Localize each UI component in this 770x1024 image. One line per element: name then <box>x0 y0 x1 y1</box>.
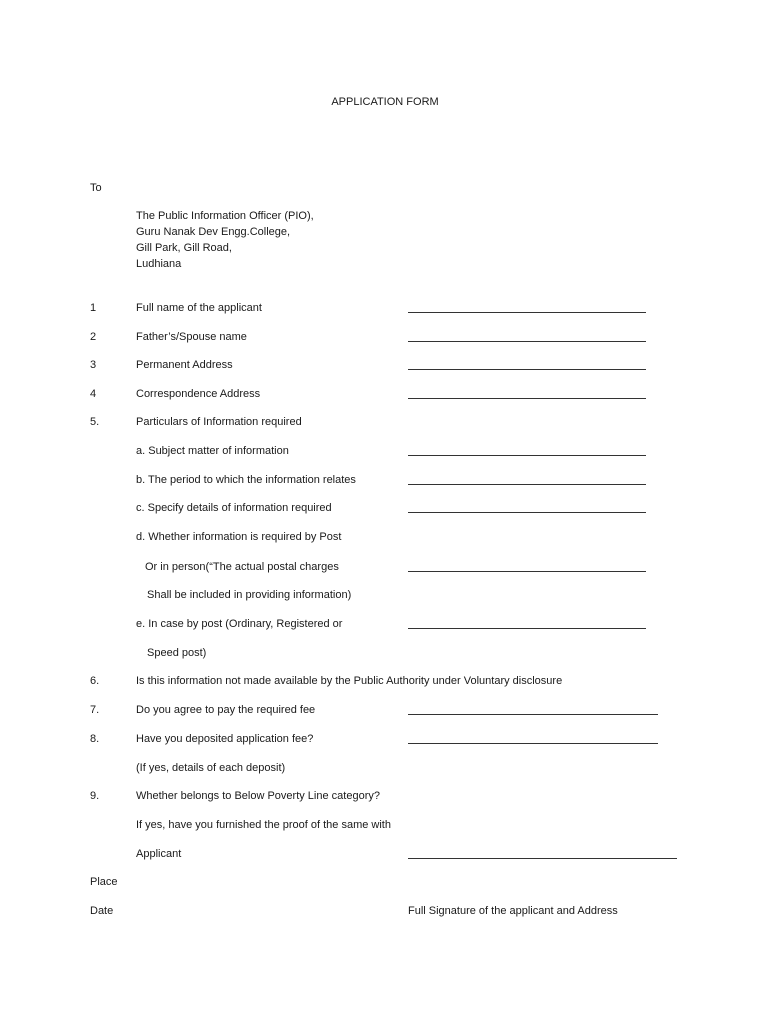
addressee-line-3: Gill Park, Gill Road, <box>136 242 232 254</box>
item-label-pay-fee: Do you agree to pay the required fee <box>136 704 316 716</box>
deposited-fee-field-line[interactable] <box>408 743 658 744</box>
date-label: Date <box>90 905 114 917</box>
permanent-address-field-line[interactable] <box>408 369 646 370</box>
bpl-proof-field-line[interactable] <box>408 858 677 859</box>
signature-label: Full Signature of the applicant and Address <box>408 905 618 917</box>
sub-item-postal-charges: Shall be included in providing information) <box>147 589 352 601</box>
sub-item-in-person: Or in person(“The actual postal charges <box>145 561 339 573</box>
item-label-applicant: Applicant <box>136 848 182 860</box>
pay-fee-field-line[interactable] <box>408 714 658 715</box>
specify-details-field-line[interactable] <box>408 512 646 513</box>
father-spouse-name-field-line[interactable] <box>408 341 646 342</box>
sub-item-period: b. The period to which the information relates <box>136 474 356 486</box>
item-number-8: 8. <box>90 733 100 745</box>
post-type-field-line[interactable] <box>408 628 646 629</box>
item-label-permanent-address: Permanent Address <box>136 359 233 371</box>
item-label-father-spouse-name: Father’s/Spouse name <box>136 331 247 343</box>
item-number-4: 4 <box>90 388 97 400</box>
subject-matter-field-line[interactable] <box>408 455 646 456</box>
item-label-full-name: Full name of the applicant <box>136 302 262 314</box>
deposit-details-note: (If yes, details of each deposit) <box>136 762 286 774</box>
full-name-field-line[interactable] <box>408 312 646 313</box>
item-label-voluntary-disclosure: Is this information not made available by the Public Authority under Voluntary disclosure <box>136 675 563 687</box>
place-label: Place <box>90 876 118 888</box>
item-number-7: 7. <box>90 704 100 716</box>
addressee-line-1: The Public Information Officer (PIO), <box>136 210 314 222</box>
to-label: To <box>90 182 102 194</box>
item-label-deposited-fee: Have you deposited application fee? <box>136 733 314 745</box>
item-number-6: 6. <box>90 675 100 687</box>
sub-item-subject-matter: a. Subject matter of information <box>136 445 289 457</box>
correspondence-address-field-line[interactable] <box>408 398 646 399</box>
post-or-person-field-line[interactable] <box>408 571 646 572</box>
item-label-bpl-proof: If yes, have you furnished the proof of the same with <box>136 819 391 831</box>
sub-item-by-post: d. Whether information is required by Post <box>136 531 342 543</box>
item-number-3: 3 <box>90 359 97 371</box>
item-label-correspondence-address: Correspondence Address <box>136 388 261 400</box>
form-title: APPLICATION FORM <box>331 96 439 108</box>
item-number-9: 9. <box>90 790 100 802</box>
addressee-line-4: Ludhiana <box>136 258 182 270</box>
addressee-line-2: Guru Nanak Dev Engg.College, <box>136 226 291 238</box>
item-label-particulars: Particulars of Information required <box>136 416 302 428</box>
sub-item-specify-details: c. Specify details of information required <box>136 502 332 514</box>
item-number-1: 1 <box>90 302 97 314</box>
sub-item-in-case-by-post: e. In case by post (Ordinary, Registered or <box>136 618 343 630</box>
sub-item-speed-post: Speed post) <box>147 647 207 659</box>
period-field-line[interactable] <box>408 484 646 485</box>
item-label-bpl-category: Whether belongs to Below Poverty Line category? <box>136 790 380 802</box>
item-number-2: 2 <box>90 331 97 343</box>
item-number-5: 5. <box>90 416 100 428</box>
